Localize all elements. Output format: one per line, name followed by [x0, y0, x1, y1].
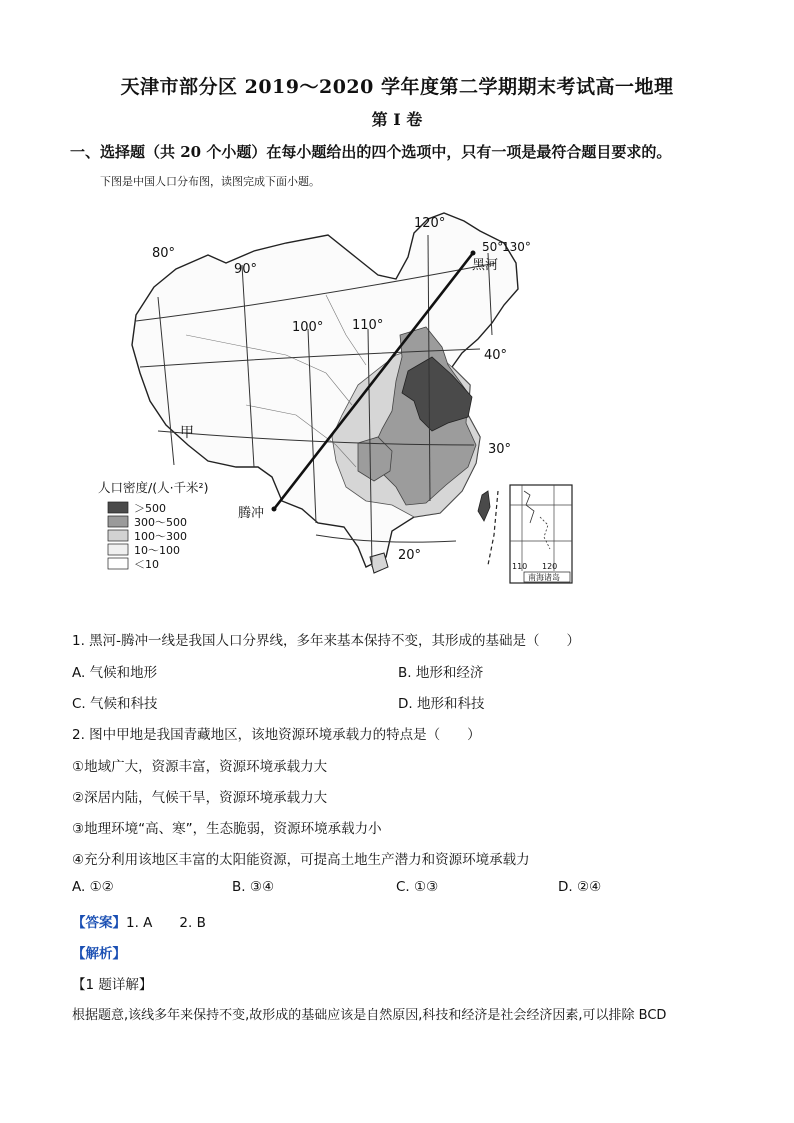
lon-label-100: 100°	[292, 320, 324, 335]
inset-lon-110: 110	[512, 562, 528, 571]
legend-swatch-3	[108, 544, 128, 555]
taiwan	[478, 491, 490, 521]
legend	[96, 475, 228, 575]
lat-label-20: 20°	[398, 548, 422, 563]
question-1-option-b[interactable]: B. 地形和经济	[398, 665, 484, 681]
lon-label-80: 80°	[152, 246, 176, 261]
lon-label-110: 110°	[352, 318, 384, 333]
legend-label-3: 10～100	[134, 544, 180, 557]
legend-label-1: 300～500	[134, 516, 187, 529]
legend-label-4: ＜10	[134, 558, 159, 571]
legend-label-0: ＞500	[134, 502, 166, 515]
lon-label-90: 90°	[234, 262, 258, 277]
question-1-option-c[interactable]: C. 气候和科技	[72, 696, 158, 712]
answer-line	[72, 911, 206, 931]
question-2-statement-2: ②深居内陆，气候干旱，资源环境承载力大	[72, 790, 328, 806]
legend-swatch-1	[108, 516, 128, 527]
hainan	[370, 553, 388, 573]
question-2-option-c[interactable]: C. ①③	[396, 879, 439, 895]
place-heihe: 黑河	[472, 258, 499, 273]
question-2-option-d[interactable]: D. ②④	[558, 879, 602, 895]
lon-label-130: 130°	[502, 240, 531, 254]
lat-label-40: 40°	[484, 348, 508, 363]
inset-caption: 南海诸岛	[528, 573, 560, 582]
answer-tag: 【答案】	[72, 915, 126, 931]
question-1-option-d[interactable]: D. 地形和科技	[398, 696, 485, 712]
legend-label-2: 100～300	[134, 530, 187, 543]
question-2-stem: 2. 图中甲地是我国青藏地区，该地资源环境承载力的特点是（ ）	[72, 727, 481, 743]
inset-lon-120: 120	[542, 562, 558, 571]
question-2-statement-4: ④充分利用该地区丰富的太阳能资源，可提高土地生产潜力和资源环境承载力	[72, 852, 530, 868]
volume-label: 第 I 卷	[371, 110, 423, 129]
map-intro: 下图是中国人口分布图，读图完成下面小题。	[100, 175, 320, 188]
question-1-option-a[interactable]: A. 气候和地形	[72, 665, 158, 681]
legend-swatch-0	[108, 502, 128, 513]
detail-text: 根据题意,该线多年来保持不变,故形成的基础应该是自然原因,科技和经济是社会经济因素,可以排除 BCD	[72, 1008, 667, 1023]
lat-label-30: 30°	[488, 442, 512, 457]
analysis-line	[72, 942, 126, 962]
lon-label-120: 120°	[414, 216, 446, 231]
lat-label-50: 50°	[482, 240, 504, 254]
place-tengchong: 腾冲	[238, 506, 265, 521]
section-heading: 一、选择题（共 20 个小题）在每小题给出的四个选项中，只有一项是最符合题目要求的。	[70, 143, 672, 161]
question-1-stem: 1. 黑河-腾冲一线是我国人口分界线，多年来基本保持不变，其形成的基础是（ ）	[72, 633, 581, 649]
legend-title: 人口密度/(人·千米²)	[98, 480, 209, 495]
answer-text: 1. A 2. B	[126, 915, 206, 931]
question-2-statement-3: ③地理环境“高、寒”，生态脆弱，资源环境承载力小	[72, 821, 382, 837]
analysis-tag: 【解析】	[72, 946, 126, 962]
legend-swatch-4	[108, 558, 128, 569]
tengchong-point	[272, 507, 277, 512]
legend-swatch-2	[108, 530, 128, 541]
question-2-option-a[interactable]: A. ①②	[72, 879, 114, 895]
heihe-point	[471, 251, 476, 256]
paper-title: 天津市部分区 2019～2020 学年度第二学期期末考试高一地理	[120, 76, 674, 98]
china-population-map	[96, 205, 560, 587]
question-2-statement-1: ①地域广大，资源丰富，资源环境承载力大	[72, 759, 328, 775]
question-2-option-b[interactable]: B. ③④	[232, 879, 275, 895]
detail-tag: 【1 题详解】	[72, 977, 153, 993]
south-china-sea-inset	[510, 485, 572, 583]
place-jia: 甲	[180, 425, 194, 441]
